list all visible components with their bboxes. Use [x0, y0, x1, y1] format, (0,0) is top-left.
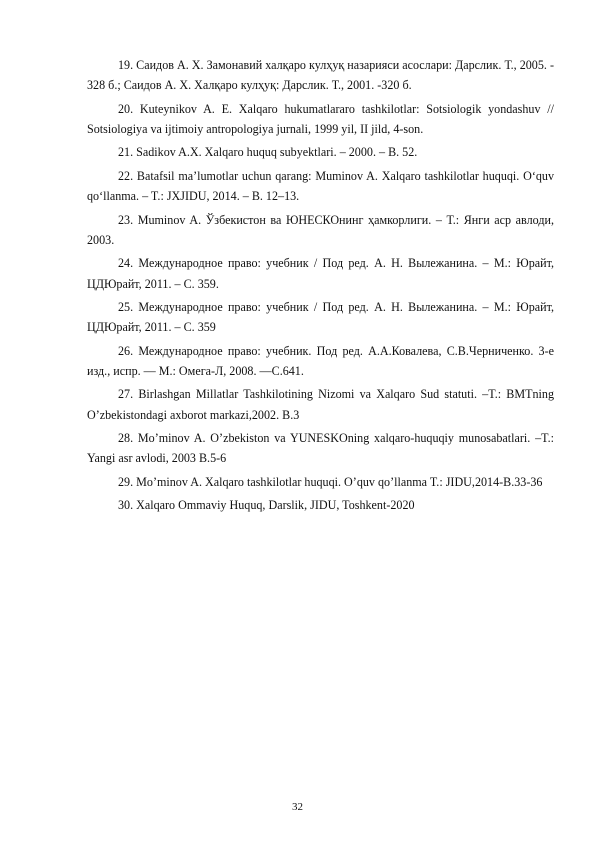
- reference-item: 24. Международное право: учебник / Под ред. А. Н. Вылежанина. – М.: Юрайт, ЦДЮрайт, 2011. – С. 359.: [87, 256, 554, 291]
- reference-item: 23. Muminov A. Ўзбекистон ва ЮНЕСКОнинг ҳамкорлиги. – Т.: Янги аср авлоди, 2003.: [87, 212, 554, 247]
- reference-item: 28. Mo’minov A. O’zbekiston va YUNESKOning xalqaro-huquqiy munosabatlari. –T.: Yangi asr avlodi, 2003 B.5-6: [87, 431, 554, 466]
- reference-item: 21. Sadikov A.X. Xalqaro huquq subyektlari. – 2000. – B. 52.: [118, 145, 418, 160]
- reference-item: 26. Международное право: учебник. Под ред. А.А.Ковалева, С.В.Черниченко. 3-е изд., испр. — М.: Омега-Л, 2008. —С.641.: [87, 343, 554, 378]
- reference-list: [87, 55, 554, 519]
- page-number: 32: [292, 801, 303, 813]
- reference-item: 19. Саидов А. Х. Замонавий халқаро кулҳуқ назарияси асослари: Дарслик. Т., 2005. - 328 б.; Саидов А. Х. Халқаро кулҳуқ: Дарслик. Т., 2001. -320 б.: [87, 58, 554, 93]
- reference-item: 27. Birlashgan Millatlar Tashkilotining Nizomi va Xalqaro Sud statuti. –T.: BMTning O’zbekistondagi axborot markazi,2002. B.3: [87, 387, 554, 422]
- reference-item: 20. Kuteynikov A. E. Xalqaro hukumatlararo tashkilotlar: Sotsiologik yondashuv // Sotsiologiya va ijtimoiy antropologiya jurnali, 1999 yil, II jild, 4-son.: [87, 101, 554, 136]
- reference-item: 29. Mo’minov A. Xalqaro tashkilotlar huquqi. O’quv qo’llanma T.: JIDU,2014-B.33-36: [118, 474, 543, 489]
- reference-item: 25. Международное право: учебник / Под ред. А. Н. Вылежанина. – М.: Юрайт, ЦДЮрайт, 2011. – С. 359: [87, 300, 554, 335]
- reference-item: 22. Batafsil ma’lumotlar uchun qarang: Muminov A. Xalqaro tashkilotlar huquqi. O‘quv qo‘llanma. – T.: JXJIDU, 2014. – B. 12–13.: [87, 168, 554, 204]
- reference-item: 30. Xalqaro Ommaviy Huquq, Darslik, JIDU, Toshkent-2020: [118, 498, 415, 513]
